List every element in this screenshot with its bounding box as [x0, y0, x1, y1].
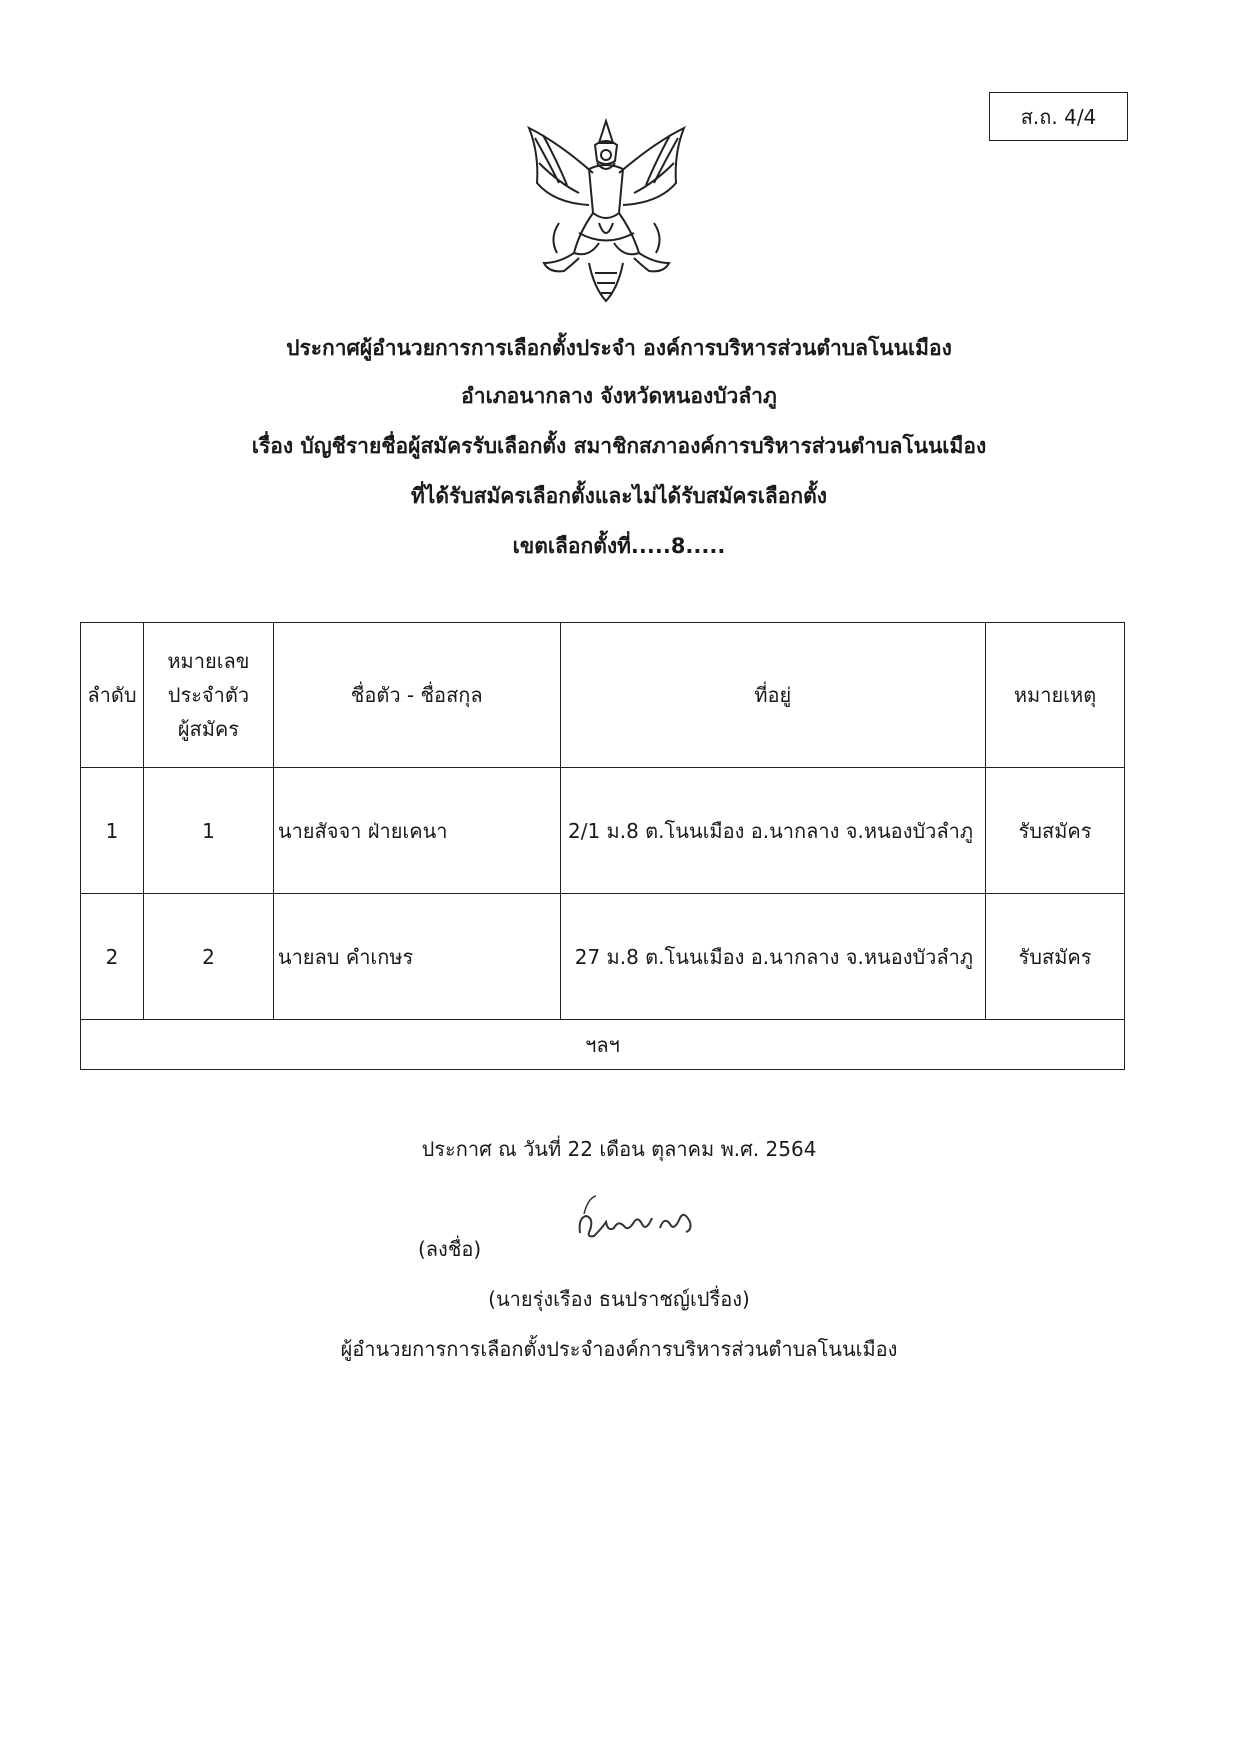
heading-line-1: ประกาศผู้อำนวยการการเลือกตั้งประจำ องค์การบริหารส่วนตำบลโนนเมือง — [286, 336, 952, 360]
header-number-line-2: ประจำตัว — [167, 683, 250, 707]
cell-name: นายสัจจา ฝ่ายเคนา — [273, 768, 560, 894]
cell-order: 1 — [81, 768, 144, 894]
cell-remark: รับสมัคร — [986, 894, 1125, 1020]
form-code-box — [989, 92, 1128, 141]
header-number-line-1: หมายเลข — [167, 649, 250, 673]
heading-line-2: อำเภอนากลาง จังหวัดหนองบัวลำภู — [461, 384, 777, 408]
garuda-emblem — [519, 113, 694, 308]
heading-line-3: เรื่อง บัญชีรายชื่อผู้สมัครรับเลือกตั้ง สมาชิกสภาองค์การบริหารส่วนตำบลโนนเมือง — [251, 434, 987, 458]
cell-number: 2 — [143, 894, 273, 1020]
header-name: ชื่อตัว - ชื่อสกุล — [273, 623, 560, 768]
cell-order: 2 — [81, 894, 144, 1020]
header-order: ลำดับ — [81, 623, 144, 768]
handwritten-signature — [572, 1188, 697, 1248]
signer-name: (นายรุ่งเรือง ธนปราชญ์เปรื่อง) — [488, 1287, 750, 1311]
form-code: ส.ถ. 4/4 — [1020, 104, 1097, 129]
cell-number: 1 — [143, 768, 273, 894]
header-remark: หมายเหตุ — [986, 623, 1125, 768]
cell-name: นายลบ คำเกษร — [273, 894, 560, 1020]
table-row — [81, 768, 1125, 894]
table-etc: ฯลฯ — [81, 1020, 1125, 1070]
table-row — [81, 894, 1125, 1020]
header-address: ที่อยู่ — [560, 623, 986, 768]
table-footer-row — [81, 1020, 1125, 1070]
heading-line-5: เขตเลือกตั้งที่.....8..... — [512, 534, 726, 558]
signer-position: ผู้อำนวยการการเลือกตั้งประจำองค์การบริหารส่วนตำบลโนนเมือง — [340, 1337, 898, 1361]
candidates-table — [80, 622, 1125, 1070]
table-header-row — [81, 623, 1125, 768]
announce-date: ประกาศ ณ วันที่ 22 เดือน ตุลาคม พ.ศ. 2564 — [421, 1137, 817, 1161]
header-number — [143, 623, 273, 768]
header-number-line-3: ผู้สมัคร — [177, 717, 240, 741]
cell-remark: รับสมัคร — [986, 768, 1125, 894]
signature-label: (ลงชื่อ) — [418, 1237, 482, 1261]
heading-line-4: ที่ได้รับสมัครเลือกตั้งและไม่ได้รับสมัครเลือกตั้ง — [410, 484, 828, 508]
cell-address: 27 ม.8 ต.โนนเมือง อ.นากลาง จ.หนองบัวลำภู — [560, 894, 986, 1020]
cell-address: 2/1 ม.8 ต.โนนเมือง อ.นากลาง จ.หนองบัวลำภู — [560, 768, 986, 894]
